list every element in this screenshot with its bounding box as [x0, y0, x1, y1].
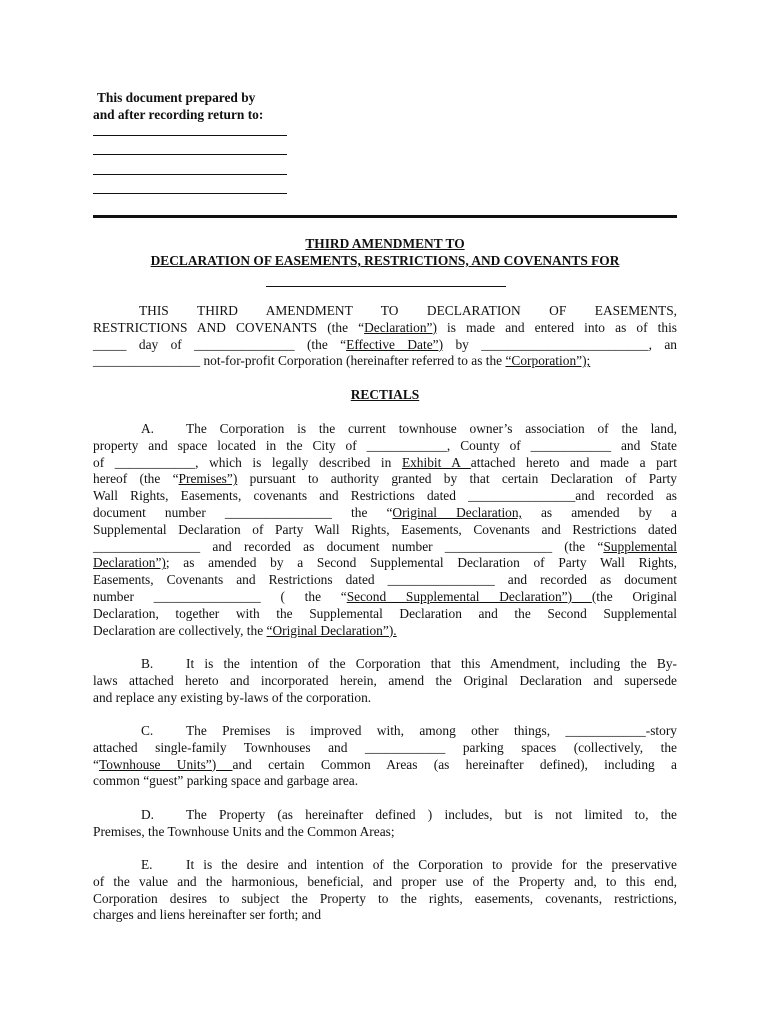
prepared-by-line2: and after recording return to:: [93, 107, 264, 122]
recital-c: C. The Premises is improved with, among other things, ____________-story attached single-family Townhouses and ____________ parking spaces (collectively, the “Townhouse Units”) and certain Common Areas (as hereinafter defined), including a common “guest” parking space and garbage area.: [93, 723, 677, 789]
prepared-by-block: [93, 89, 313, 123]
title-name-blank: [266, 286, 506, 287]
document-title-line1: [93, 236, 677, 253]
return-address-blank-1: [93, 135, 287, 136]
recital-e: E. It is the desire and intention of the Corporation to provide for the preservative of the value and the harmonious, beneficial, and proper use of the Property and, to this end, Corporation desires to subject the Property to the rights, easements, covenants, restrictions, charges and liens hereinafter ser forth; and: [93, 857, 677, 923]
document-title-line2: [93, 253, 677, 270]
header-divider: [93, 215, 677, 218]
return-address-blank-3: [93, 174, 287, 175]
recital-a: A. The Corporation is the current townhouse owner’s association of the land, property and space located in the City of ____________, County of ____________ and State of ____________, which is legally described in Exhibit A attached hereto and made a part hereof (the “Premises”) pursuant to authority granted by that certain Declaration of Party Wall Rights, Easements, covenants and Restrictions dated ________________and recorded as document number ________________ the “Original Declaration, as amended by a Supplemental Declaration of Party Wall Rights, Easements, Covenants and Restrictions dated ________________ and recorded as document number ________________ (the “Supplemental Declaration”); as amended by a Second Supplemental Declaration of Party Wall Rights, Easements, Covenants and Restrictions dated ________________ and recorded as document number ________________ ( the “Second Supplemental Declaration”) (the Original Declaration, together with the Supplemental Declaration and the Second Supplemental Declaration are collectively, the “Original Declaration”).: [93, 421, 678, 638]
title-line2-text: DECLARATION OF EASEMENTS, RESTRICTIONS, AND COVENANTS FOR: [150, 253, 620, 268]
recitals-heading: RECTIALS: [350, 387, 420, 402]
recital-b: B. It is the intention of the Corporation that this Amendment, including the By- laws attached hereto and incorporated herein, amend the Original Declaration and supersede and replace any existing by-laws of the corporation.: [93, 656, 677, 705]
prepared-by-line1: This document prepared by: [97, 90, 256, 105]
intro-paragraph: THIS THIRD AMENDMENT TO DECLARATION OF EASEMENTS, RESTRICTIONS AND COVENANTS (the “Declaration”) is made and entered into as of this _____ day of _______________ (the “Effective Date”) by _________________________, an ________________ not-for-profit Corporation (hereinafter referred to as the “Corporation”);: [93, 303, 678, 369]
recital-d: D. The Property (as hereinafter defined ) includes, but is not limited to, the Premises, the Townhouse Units and the Common Areas;: [93, 807, 677, 839]
title-line1-text: THIRD AMENDMENT TO: [305, 236, 465, 251]
return-address-blank-2: [93, 154, 287, 155]
return-address-blank-4: [93, 193, 287, 194]
